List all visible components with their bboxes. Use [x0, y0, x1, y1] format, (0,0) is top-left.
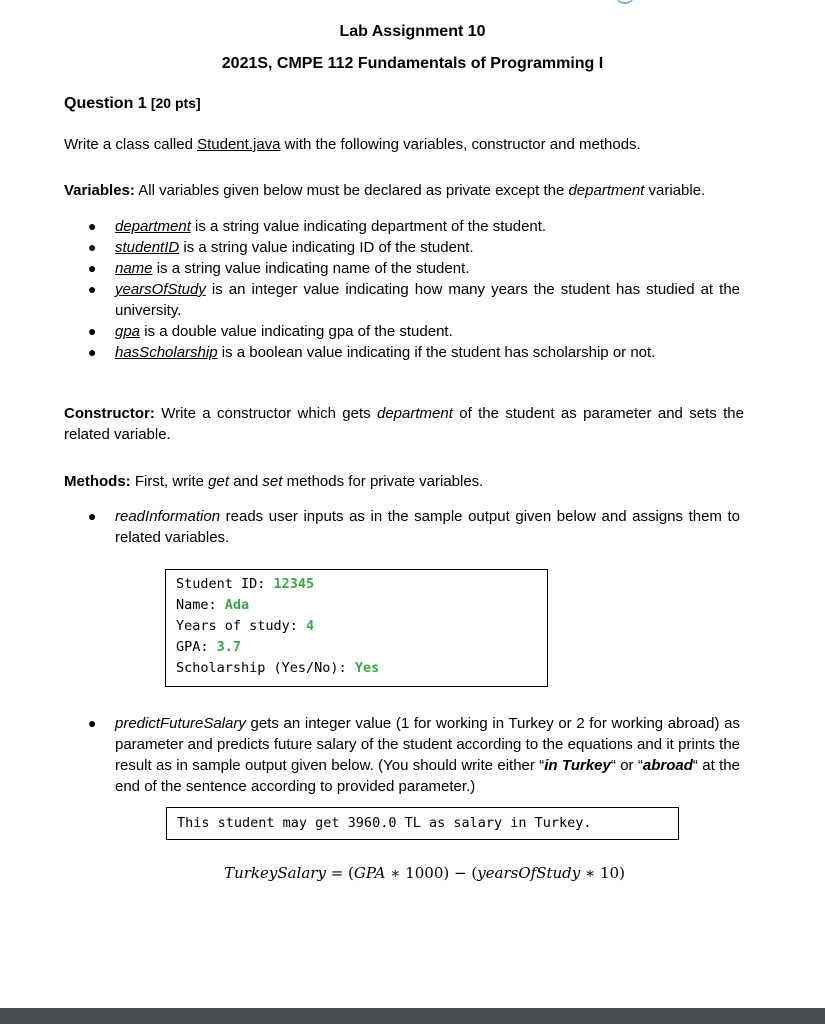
- sample-output-box: [166, 807, 679, 840]
- page-title: Lab Assignment 10: [339, 23, 486, 40]
- list-item: ● department is a string value indicating department of the student.: [88, 218, 547, 235]
- variables-paragraph: [64, 180, 744, 201]
- formula-part: ∗: [580, 864, 600, 882]
- code-value: 12345: [273, 576, 315, 592]
- variable-desc: is a string value indicating name of the student.: [152, 260, 470, 277]
- code-prompt: Years of study:: [176, 618, 307, 634]
- formula-part: ): [619, 864, 625, 882]
- code-prompt: Scholarship (Yes/No):: [176, 660, 355, 676]
- method-desc-em: in Turkey: [544, 757, 611, 774]
- decorative-arc: [615, 0, 635, 4]
- methods-heading: Methods:: [64, 473, 131, 490]
- constructor-paragraph: [64, 403, 744, 445]
- variable-name: gpa: [115, 323, 141, 340]
- method-name: predictFutureSalary: [115, 715, 246, 732]
- constructor-text-em: department: [377, 405, 453, 422]
- code-line: [176, 574, 537, 595]
- constructor-text-post: of the student as parameter and sets the related variable.: [64, 405, 744, 443]
- variable-desc: is a double value indicating gpa of the student.: [140, 323, 453, 340]
- formula-years: yearsOfStudy: [477, 864, 581, 882]
- code-value: 4: [306, 618, 315, 634]
- intro-text-pre: Write a class called: [64, 136, 198, 153]
- formula-part: ) − (: [443, 864, 478, 882]
- list-item: ● readInformation reads user inputs as in the sample output given below and assigns them to related variables.: [88, 508, 740, 546]
- code-line: [176, 658, 537, 679]
- method-name: readInformation: [115, 508, 221, 525]
- methods-list-read: [88, 506, 740, 548]
- formula-part: 10: [599, 864, 620, 882]
- variable-desc: is a boolean value indicating if the student has scholarship or not.: [217, 344, 656, 361]
- methods-text-post: methods for private variables.: [282, 473, 484, 490]
- constructor-heading: Constructor:: [64, 405, 155, 422]
- list-item: ● name is a string value indicating name of the student.: [88, 260, 470, 277]
- sample-output-text: This student may get 3960.0 TL as salary in Turkey.: [177, 815, 592, 831]
- code-prompt: Name:: [176, 597, 225, 613]
- sample-input-box: [165, 569, 548, 687]
- variables-text-em: department: [568, 182, 645, 199]
- method-desc: “ at the end of the sentence according to provided parameter.): [115, 757, 740, 795]
- methods-paragraph: [64, 471, 744, 492]
- intro-text-post: with the following variables, constructor and methods.: [280, 136, 641, 153]
- list-item: ● hasScholarship is a boolean value indicating if the student has scholarship or not.: [88, 344, 656, 361]
- constructor-text-pre: Write a constructor which gets: [154, 405, 377, 422]
- list-item: ● predictFutureSalary gets an integer value (1 for working in Turkey or 2 for working abroad) as parameter and predicts future salary of the student according to the equations and it prints the result as in sample output given below. (You should write either “in Turkey“ or “abroad“ at the end of the sentence according to provided parameter.): [88, 715, 740, 795]
- list-item: ● studentID is a string value indicating ID of the student.: [88, 239, 474, 256]
- question-heading: [64, 93, 744, 114]
- variable-desc: is an integer value indicating how many years the student has studied at the university.: [115, 281, 740, 319]
- formula-gpa: GPA: [353, 864, 386, 882]
- methods-text-pre: First, write: [130, 473, 209, 490]
- code-value: Ada: [224, 597, 250, 613]
- formula-part: = (: [325, 864, 354, 882]
- code-prompt: GPA:: [176, 639, 217, 655]
- formula-part: ∗: [385, 864, 406, 882]
- variable-desc: is a string value indicating ID of the student.: [179, 239, 474, 256]
- method-desc: gets an integer value (1 for working in Turkey or 2 for working abroad) as parameter and predicts future salary of the student according to the equations and it prints the result as in sample output given below. (You should write either “: [115, 715, 740, 774]
- code-line: [176, 616, 537, 637]
- code-line: [176, 637, 537, 658]
- taskbar: [0, 1008, 825, 1024]
- class-name: Student.java: [197, 136, 281, 153]
- methods-and: and: [229, 473, 263, 490]
- methods-list-predict: [88, 713, 740, 797]
- variables-list: [88, 216, 740, 363]
- code-line: [176, 595, 537, 616]
- variable-name: yearsOfStudy: [115, 281, 206, 298]
- variables-heading: Variables:: [64, 182, 135, 199]
- method-desc: “ or “: [610, 757, 643, 774]
- variables-text-post: variable.: [644, 182, 706, 199]
- method-desc-em: abroad: [642, 757, 693, 774]
- list-item: ● gpa is a double value indicating gpa of the student.: [88, 323, 453, 340]
- variable-desc: is a string value indicating department of the student.: [190, 218, 547, 235]
- method-desc: reads user inputs as in the sample output given below and assigns them to related variables.: [115, 508, 740, 546]
- code-value: Yes: [354, 660, 380, 676]
- list-item: ● yearsOfStudy is an integer value indicating how many years the student has studied at the university.: [88, 281, 740, 319]
- variable-name: name: [115, 260, 153, 277]
- code-prompt: Student ID:: [176, 576, 274, 592]
- salary-formula: [0, 864, 825, 882]
- variable-name: department: [115, 218, 191, 235]
- course-title: 2021S, CMPE 112 Fundamentals of Programming I: [221, 55, 604, 72]
- variable-name: studentID: [115, 239, 180, 256]
- formula-lhs: TurkeySalary: [224, 864, 326, 882]
- formula-part: 1000: [405, 864, 444, 882]
- question-points: [20 pts]: [150, 95, 201, 111]
- methods-set: set: [262, 473, 283, 490]
- methods-get: get: [208, 473, 230, 490]
- code-value: 3.7: [216, 639, 242, 655]
- variable-name: hasScholarship: [115, 344, 218, 361]
- question-label: Question 1: [64, 95, 147, 112]
- variables-text-pre: All variables given below must be declared as private except the: [134, 182, 569, 199]
- intro-paragraph: [64, 134, 744, 155]
